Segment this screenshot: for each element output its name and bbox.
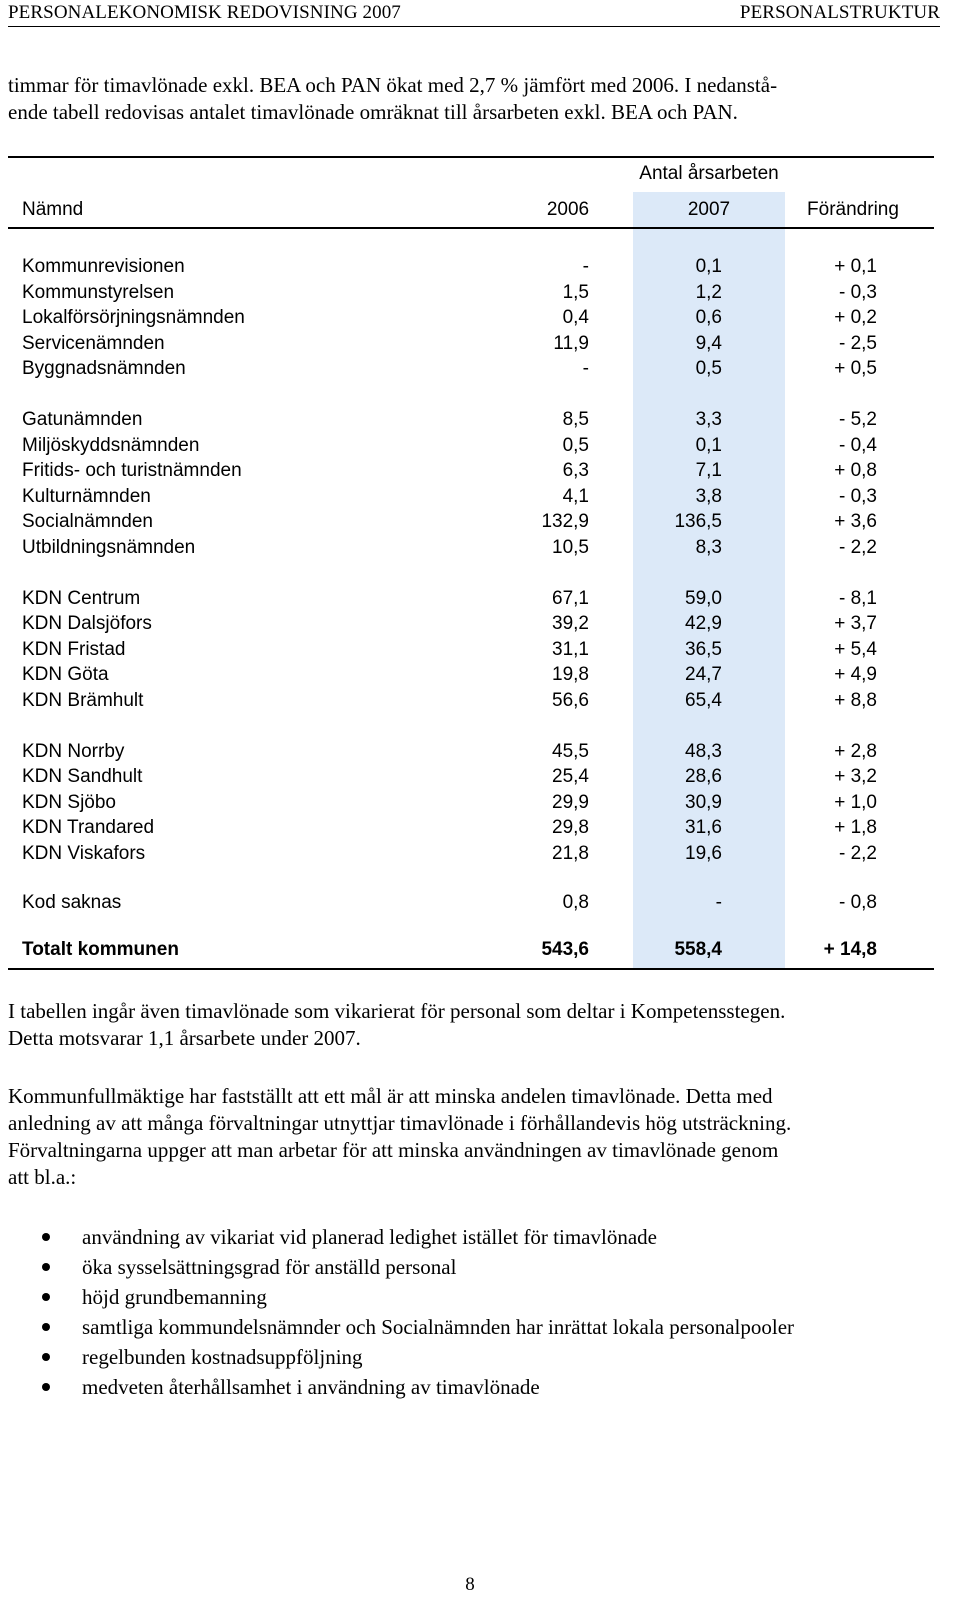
table-cell-name: Byggnadsnämnden	[22, 358, 186, 379]
table-cell-v2006: 19,8	[552, 664, 589, 685]
table-cell-v2007: 1,2	[695, 282, 722, 303]
bullet-dot-icon	[42, 1353, 50, 1361]
table-cell-v2006: 132,9	[541, 511, 589, 532]
table-cell-change: - 0,4	[838, 435, 877, 456]
intro-line: ende tabell redovisas antalet timavlönade omräknat till årsarbeten exkl. BEA och PAN.	[8, 100, 738, 124]
table-cell-v2007: 0,5	[695, 358, 722, 379]
table-cell-v2007: 31,6	[685, 817, 722, 838]
page-number: 8	[465, 1574, 475, 1595]
table-cell-change: - 5,2	[838, 409, 877, 430]
table-cell-change: - 2,2	[838, 843, 877, 864]
column-header-forandring: Förändring	[807, 199, 899, 220]
table-cell-name: KDN Viskafors	[22, 843, 146, 864]
list-item	[8, 1222, 938, 1252]
table-cell-name: KDN Centrum	[22, 588, 141, 609]
table-cell-change: - 0,8	[838, 892, 877, 913]
table-cell-change: - 0,3	[838, 486, 877, 507]
note2-line: anledning av att många förvaltningar utnyttjar timavlönade i förhållandevis hög utsträckning.	[8, 1111, 792, 1135]
list-item-text: användning av vikariat vid planerad ledighet istället för timavlönade	[82, 1225, 657, 1249]
table-cell-v2007: 65,4	[685, 690, 722, 711]
total-cell-name: Totalt kommunen	[22, 939, 179, 960]
table-cell-v2006: 29,8	[552, 817, 589, 838]
list-item-text: samtliga kommundelsnämnder och Socialnämnden har inrättat lokala personalpooler	[82, 1315, 795, 1339]
note2-line: att bl.a.:	[8, 1165, 77, 1189]
table-cell-v2007: 9,4	[695, 333, 722, 354]
table-cell-v2006: 8,5	[562, 409, 589, 430]
table-cell-v2006: 4,1	[562, 486, 589, 507]
table-cell-v2007: 8,3	[695, 537, 722, 558]
table-cell-name: KDN Sjöbo	[22, 792, 116, 813]
bullet-dot-icon	[42, 1383, 50, 1391]
table-cell-v2006: 11,9	[553, 333, 589, 354]
table-cell-change: + 0,2	[834, 307, 877, 328]
list-item	[8, 1312, 938, 1342]
total-cell-change: + 14,8	[823, 939, 877, 960]
header-title-right: PERSONALSTRUKTUR	[739, 2, 940, 23]
table-cell-v2007: 0,1	[695, 256, 722, 277]
table-cell-name: Gatunämnden	[22, 409, 143, 430]
table-cell-v2007: 0,6	[695, 307, 722, 328]
table-cell-v2007: 59,0	[685, 588, 722, 609]
table-cell-change: + 0,8	[834, 460, 877, 481]
table-cell-v2007: 0,1	[695, 435, 722, 456]
table-cell-name: KDN Fristad	[22, 639, 126, 660]
note2-line: Förvaltningarna uppger att man arbetar för att minska användningen av timavlönade genom	[8, 1138, 779, 1162]
table-cell-v2006: -	[582, 256, 589, 277]
table-cell-v2006: 10,5	[552, 537, 589, 558]
table-cell-v2007: 28,6	[685, 766, 722, 787]
intro-line: timmar för timavlönade exkl. BEA och PAN ökat med 2,7 % jämfört med 2006. I nedanstå-	[8, 73, 778, 97]
list-item	[8, 1372, 938, 1402]
table-cell-name: Socialnämnden	[22, 511, 153, 532]
table-cell-name: KDN Sandhult	[22, 766, 143, 787]
table-cell-v2007: 3,3	[695, 409, 722, 430]
list-item-text: regelbunden kostnadsuppföljning	[82, 1345, 363, 1369]
table-cell-v2007: 48,3	[685, 741, 722, 762]
total-cell-v2007: 558,4	[674, 939, 722, 960]
column-header-namnd: Nämnd	[22, 199, 84, 220]
group-header-antal-arsarbeten: Antal årsarbeten	[639, 163, 779, 184]
table-cell-v2006: 6,3	[562, 460, 589, 481]
table-cell-v2006: 56,6	[552, 690, 589, 711]
table-cell-name: KDN Göta	[22, 664, 109, 685]
table-cell-v2007: 3,8	[695, 486, 722, 507]
table-cell-change: - 2,5	[838, 333, 877, 354]
table-cell-name: KDN Dalsjöfors	[22, 613, 152, 634]
bullet-dot-icon	[42, 1233, 50, 1241]
table-cell-change: - 2,2	[838, 537, 877, 558]
table-cell-v2006: 21,8	[552, 843, 589, 864]
table-cell-v2006: 0,8	[562, 892, 589, 913]
table-cell-change: + 4,9	[834, 664, 877, 685]
bullet-dot-icon	[42, 1323, 50, 1331]
table-cell-v2006: 31,1	[552, 639, 589, 660]
table-cell-v2006: 1,5	[562, 282, 589, 303]
intro-paragraph	[8, 72, 938, 126]
table-cell-name: Kommunstyrelsen	[22, 282, 175, 303]
table-cell-change: + 3,7	[834, 613, 877, 634]
table-top-rule	[8, 156, 934, 158]
table-cell-v2006: 39,2	[552, 613, 589, 634]
staff-table	[8, 156, 934, 970]
table-cell-change: - 8,1	[838, 588, 877, 609]
table-cell-change: + 0,1	[834, 256, 877, 277]
table-cell-v2007: 7,1	[695, 460, 722, 481]
page-header	[8, 0, 940, 27]
column-header-2007: 2007	[687, 199, 731, 220]
table-cell-v2006: 0,4	[562, 307, 589, 328]
table-cell-v2006: 29,9	[552, 792, 589, 813]
table-cell-name: Fritids- och turistnämnden	[22, 460, 242, 481]
table-cell-change: - 0,3	[838, 282, 877, 303]
note1-line: I tabellen ingår även timavlönade som vikarierat för personal som deltar i Kompetensstegen.	[8, 999, 786, 1023]
table-cell-change: + 1,8	[834, 817, 877, 838]
table-cell-name: Lokalförsörjningsnämnden	[22, 307, 245, 328]
table-cell-v2006: 25,4	[552, 766, 589, 787]
column-header-2006: 2006	[546, 199, 590, 220]
total-cell-v2006: 543,6	[541, 939, 589, 960]
table-cell-v2007: 30,9	[685, 792, 722, 813]
table-cell-change: + 0,5	[834, 358, 877, 379]
table-header-rule	[8, 227, 934, 229]
table-cell-name: KDN Brämhult	[22, 690, 144, 711]
table-cell-name: Kod saknas	[22, 892, 122, 913]
table-cell-change: + 5,4	[834, 639, 877, 660]
table-cell-change: + 2,8	[834, 741, 877, 762]
table-cell-name: Kulturnämnden	[22, 486, 151, 507]
table-cell-change: + 1,0	[834, 792, 877, 813]
table-cell-v2007: 136,5	[674, 511, 722, 532]
list-item-text: höjd grundbemanning	[82, 1285, 267, 1309]
note-paragraph-1	[8, 998, 938, 1052]
table-cell-name: KDN Norrby	[22, 741, 125, 762]
list-item	[8, 1282, 938, 1312]
table-cell-name: Servicenämnden	[22, 333, 165, 354]
note-paragraph-2	[8, 1083, 938, 1191]
table-cell-name: Kommunrevisionen	[22, 256, 185, 277]
table-cell-change: + 8,8	[834, 690, 877, 711]
table-cell-v2006: 0,5	[562, 435, 589, 456]
table-cell-v2007: 36,5	[685, 639, 722, 660]
table-cell-v2007: 19,6	[685, 843, 722, 864]
measures-list	[8, 1222, 938, 1402]
table-bottom-rule	[8, 968, 934, 970]
header-title-left: PERSONALEKONOMISK REDOVISNING 2007	[8, 2, 401, 23]
list-item	[8, 1342, 938, 1372]
table-cell-v2007: -	[715, 892, 722, 913]
table-cell-v2007: 24,7	[685, 664, 722, 685]
note2-line: Kommunfullmäktige har fastställt att ett mål är att minska andelen timavlönade. Detta med	[8, 1084, 773, 1108]
list-item	[8, 1252, 938, 1282]
list-item-text: medveten återhållsamhet i användning av timavlönade	[82, 1375, 540, 1399]
table-cell-change: + 3,6	[834, 511, 877, 532]
table-cell-name: KDN Trandared	[22, 817, 155, 838]
table-cell-v2006: 67,1	[552, 588, 589, 609]
bullet-dot-icon	[42, 1263, 50, 1271]
note1-line: Detta motsvarar 1,1 årsarbete under 2007.	[8, 1026, 361, 1050]
table-cell-change: + 3,2	[834, 766, 877, 787]
table-cell-name: Miljöskyddsnämnden	[22, 435, 200, 456]
table-cell-v2006: 45,5	[552, 741, 589, 762]
table-cell-v2006: -	[582, 358, 589, 379]
table-cell-name: Utbildningsnämnden	[22, 537, 196, 558]
list-item-text: öka sysselsättningsgrad för anställd personal	[82, 1255, 457, 1279]
table-cell-v2007: 42,9	[685, 613, 722, 634]
bullet-dot-icon	[42, 1293, 50, 1301]
